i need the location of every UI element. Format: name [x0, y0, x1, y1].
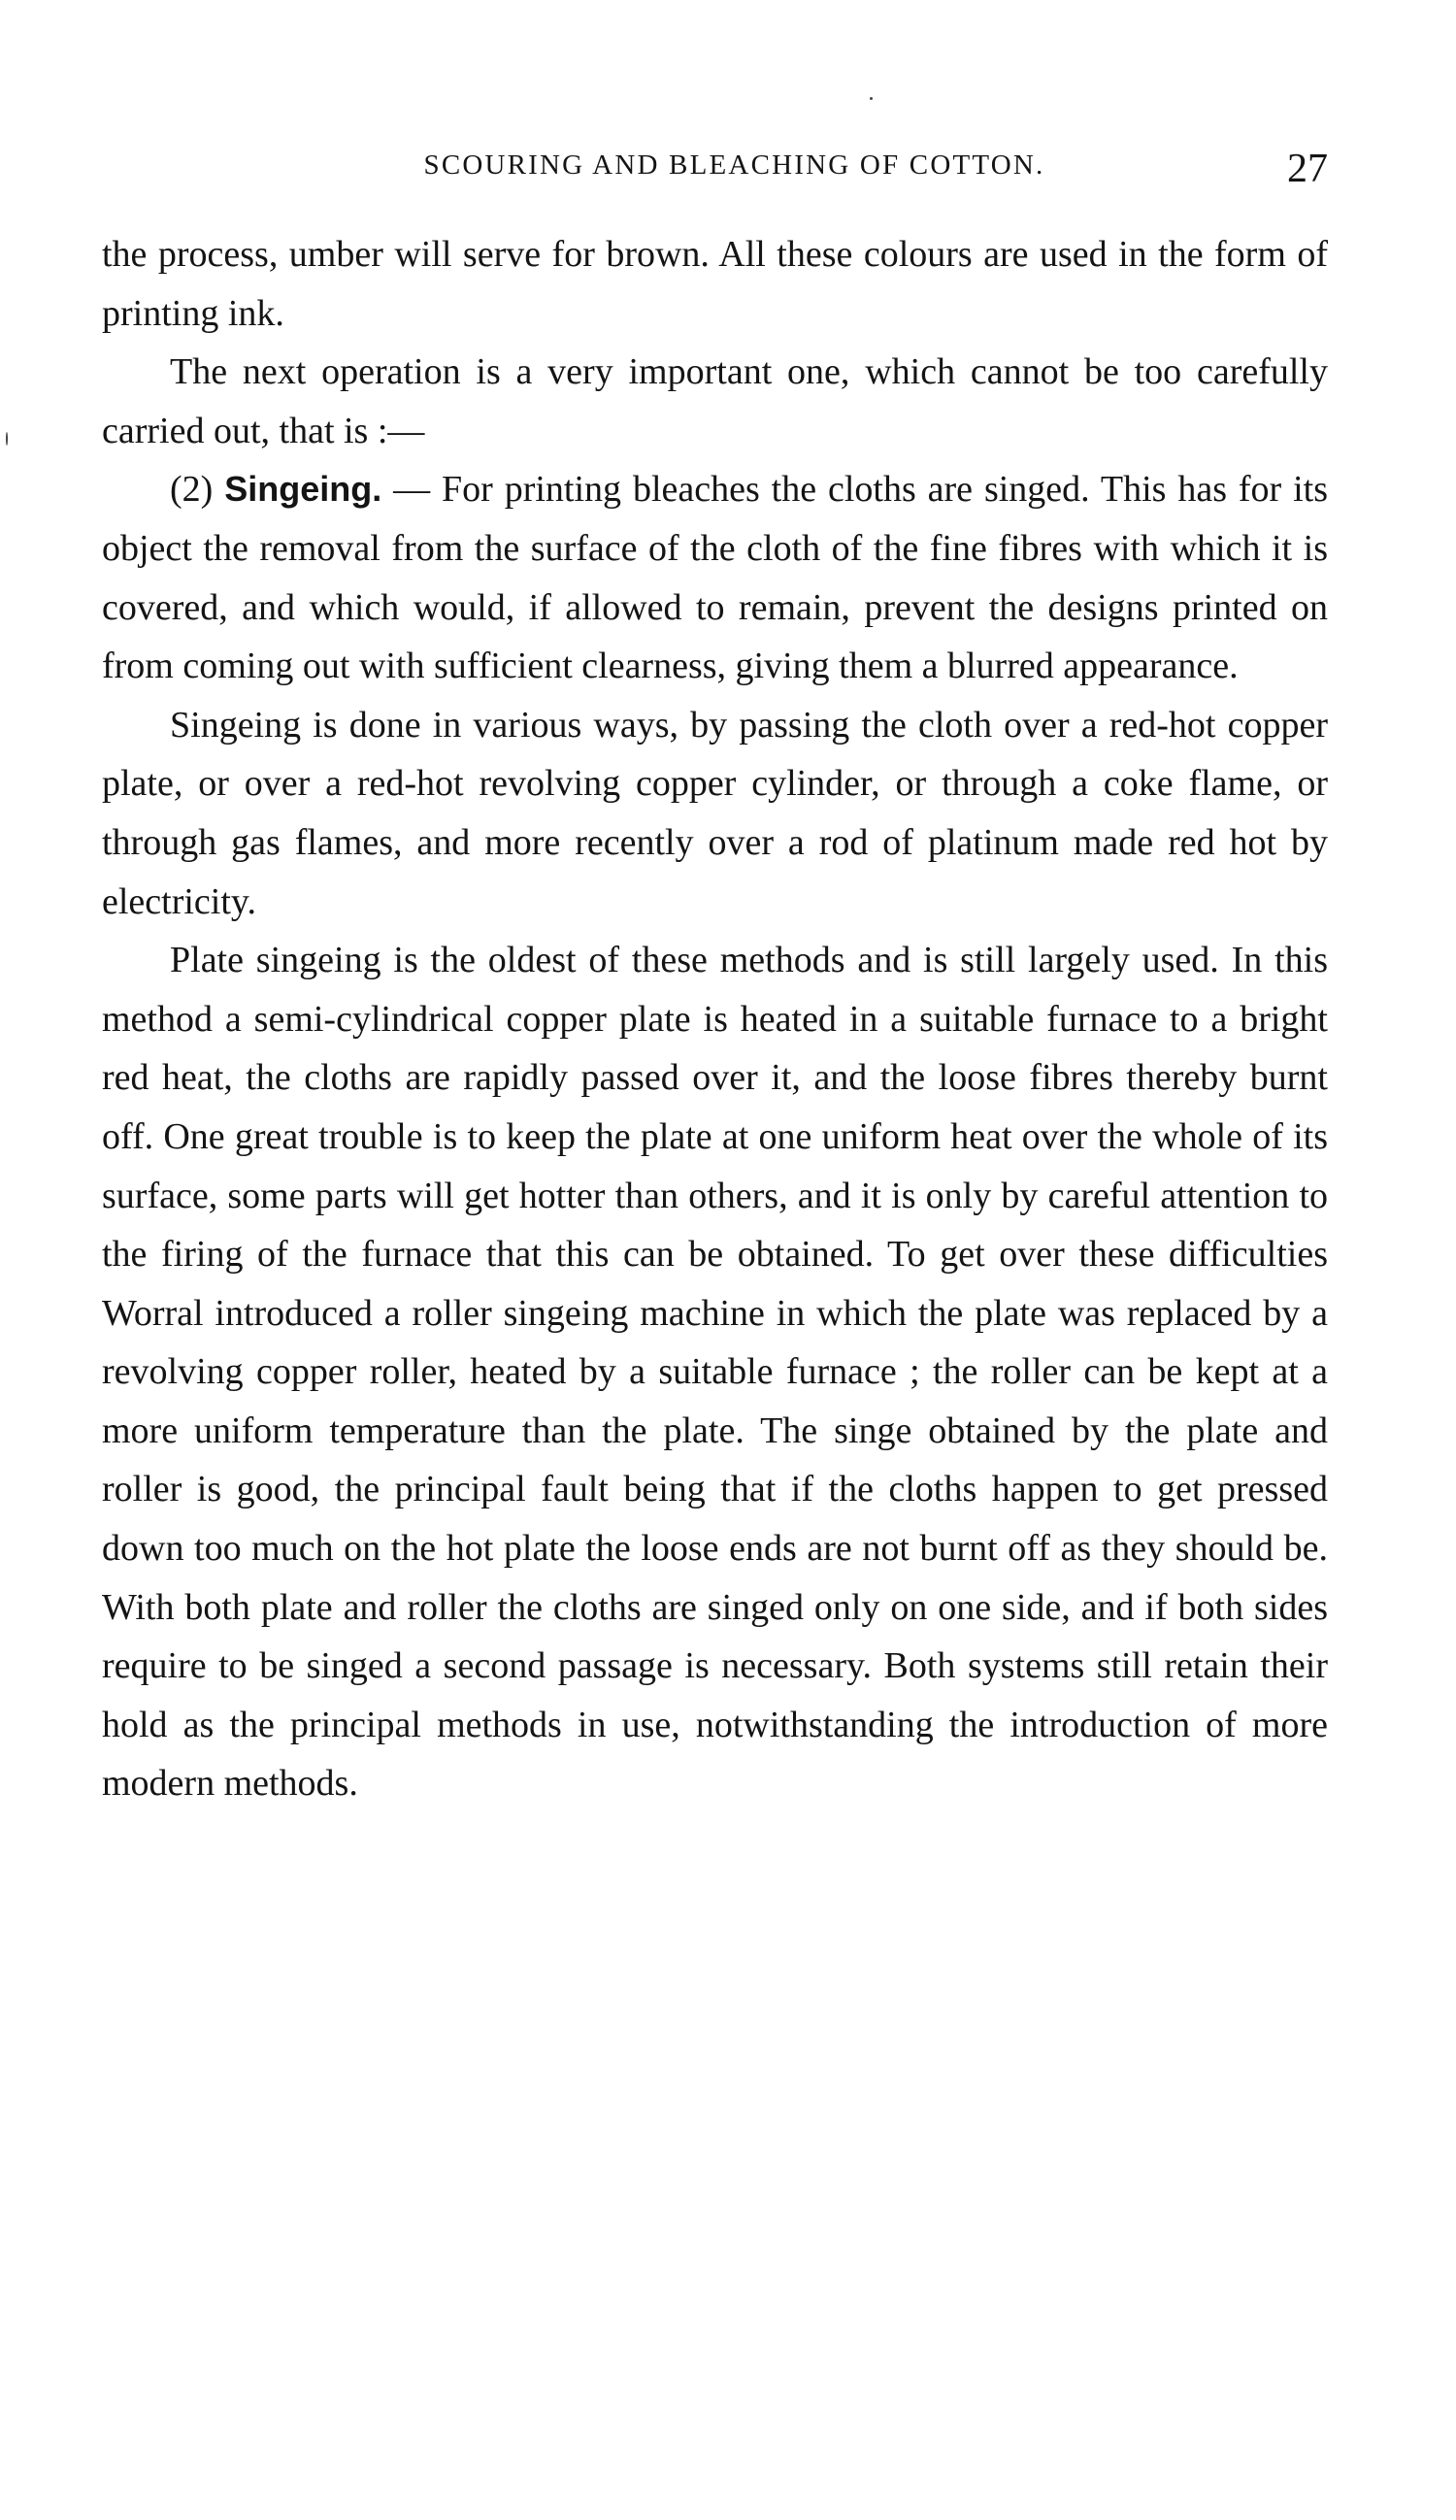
paragraph-continuation: the process, umber will serve for brown. All these colours are used in the form of printing ink.: [102, 234, 1328, 334]
running-head: [102, 146, 1328, 194]
section-heading: Singeing.: [224, 469, 382, 510]
paragraph-singeing-methods: Singeing is done in various ways, by passing the cloth over a red-hot copper plate, or over a red-hot revolving copper cylinder, or through a coke flame, or through gas flames, and more recently over a rod of platinum made red hot by electricity.: [102, 704, 1328, 922]
paper-speck: [6, 432, 8, 446]
running-title: SCOURING AND BLEACHING OF COTTON.: [423, 149, 1045, 181]
section-number: (2): [170, 469, 214, 511]
paragraph-singeing: [102, 460, 1328, 695]
page-number: 27: [1287, 147, 1328, 191]
body-text: [102, 225, 1328, 1813]
paragraph-next-operation: The next operation is a very important one, which cannot be too carefully carried out, that is :—: [102, 351, 1328, 451]
paragraph-singeing-text: — For printing bleaches the cloths are singed. This has for its object the removal from the surface of the cloth of the fine fibres with which it is covered, and which would, if allowed to remain, prevent the designs printed on from coming out with sufficient clearness, giving them a blurred appearance.: [102, 469, 1328, 687]
paragraph-plate-singeing: Plate singeing is the oldest of these methods and is still largely used. In this method a semi-cylindrical copper plate is heated in a suitable furnace to a bright red heat, the cloths are rapidly passed over it, and the loose fibres thereby burnt off. One great trouble is to keep the plate at one uniform heat over the whole of its surface, some parts will get hotter than others, and it is only by careful attention to the firing of the furnace that this can be obtained. To get over these difficulties Worral introduced a roller singeing machine in which the plate was replaced by a revolving copper roller, heated by a suitable furnace ; the roller can be kept at a more uniform temperature than the plate. The singe obtained by the plate and roller is good, the principal fault being that if the cloths happen to get pressed down too much on the hot plate the loose ends are not burnt off as they should be. With both plate and roller the cloths are singed only on one side, and if both sides require to be singed a second passage is necessary. Both systems still retain their hold as the principal methods in use, notwithstanding the introduction of more modern methods.: [102, 940, 1328, 1805]
paper-speck: [870, 97, 873, 100]
